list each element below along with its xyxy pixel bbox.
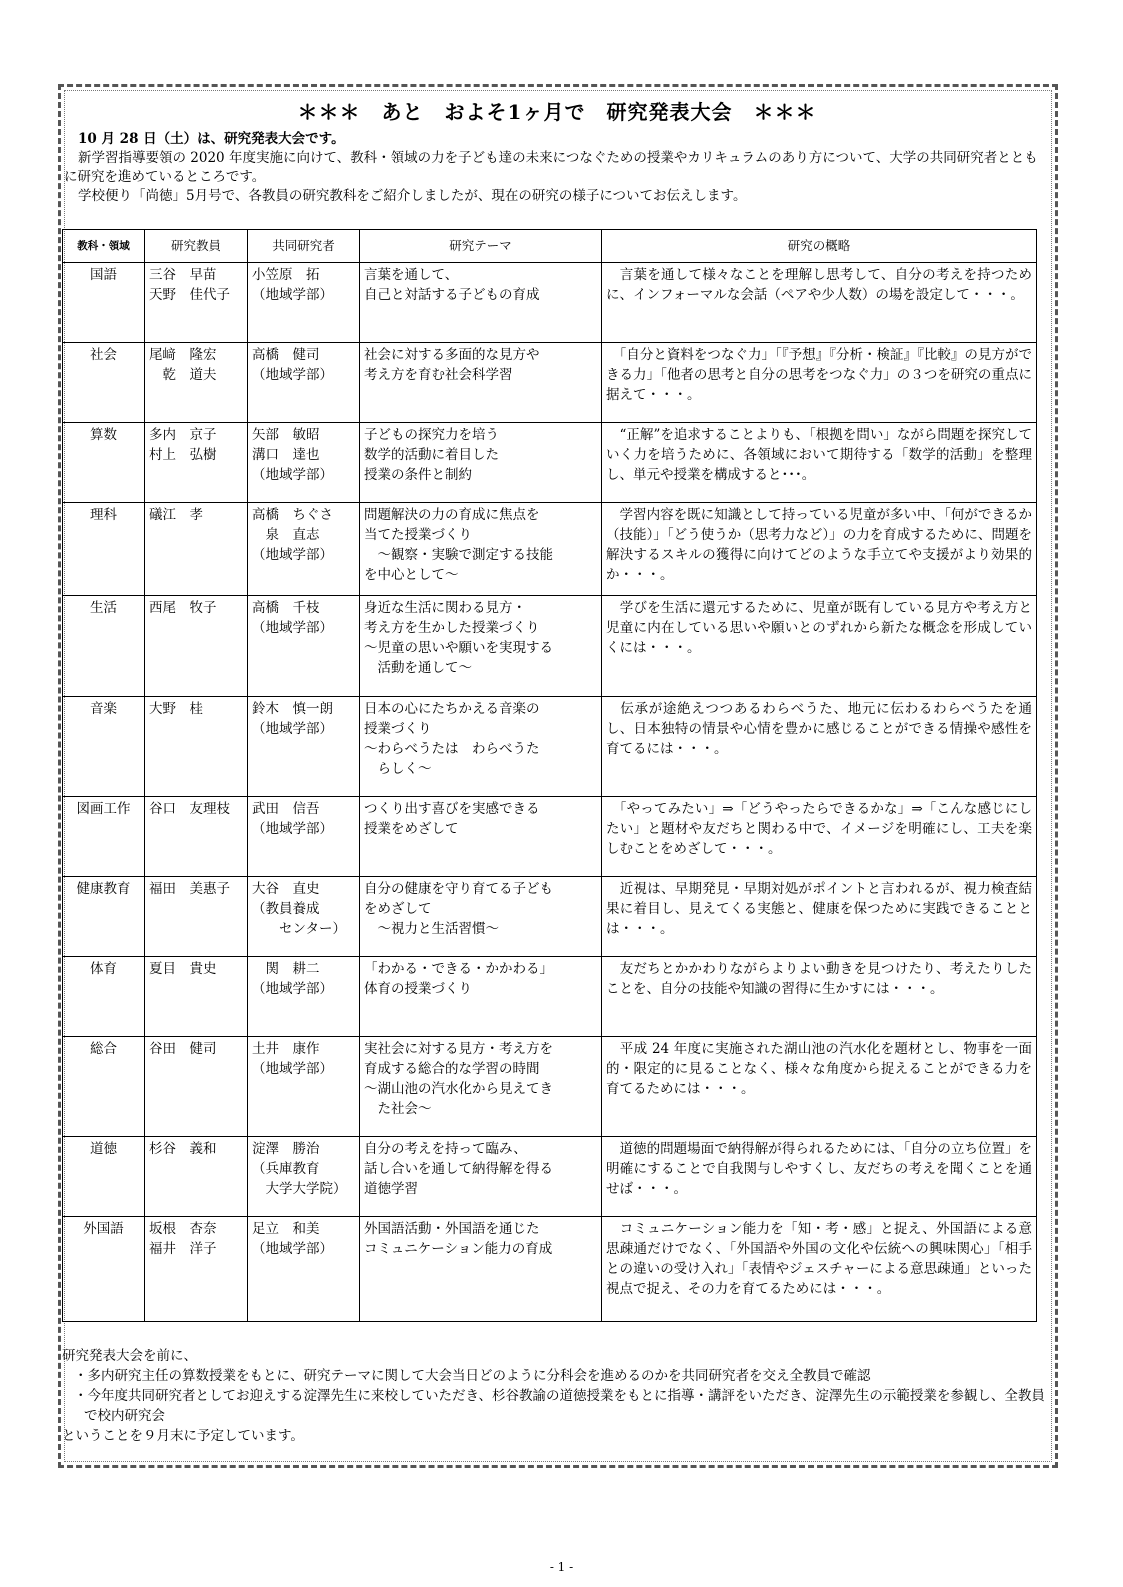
co-researcher-cell: 高橋 健司 （地域学部）: [248, 343, 360, 423]
summary-cell: 「やってみたい」⇒「どうやったらできるかな」⇒「こんな感じにしたい」と題材や友だちと関わる中で、イメージを明確にし、工夫を楽しむことをめざして・・・。: [602, 797, 1037, 877]
summary-cell: コミュニケーション能力を「知・考・感」と捉え、外国語による意思疎通だけでなく、「外国語や外国の文化や伝統への興味関心」「相手との違いの受け入れ」「表情やジェスチャーによる意思疎通」といった視点で捉え、その力を育てるためには・・・。: [602, 1217, 1037, 1322]
teachers-cell: 三谷 早苗 天野 佳代子: [145, 263, 248, 343]
subject-cell: 理科: [63, 503, 145, 596]
intro-date: 10 月 28 日（土）は、研究発表大会です。: [78, 131, 345, 147]
table-row: [63, 263, 1037, 343]
summary-cell: 「自分と資料をつなぐ力」「『予想』『分析・検証』『比較』の見方ができる力」「他者の思考と自分の思考をつなぐ力」の３つを研究の重点に据えて・・・。: [602, 343, 1037, 423]
co-researcher-cell: 武田 信吾 （地域学部）: [248, 797, 360, 877]
theme-cell: 言葉を通して、 自己と対話する子どもの育成: [360, 263, 602, 343]
summary-cell: 近視は、早期発見・早期対処がポイントと言われるが、視力検査結果に着目し、見えてくる実態と、健康を保つために実践できることとは・・・。: [602, 877, 1037, 957]
page-number: - 1 -: [549, 1560, 574, 1574]
co-researcher-cell: 鈴木 慎一朗 （地域学部）: [248, 697, 360, 797]
co-researcher-cell: 土井 康作 （地域学部）: [248, 1037, 360, 1137]
co-researcher-cell: 大谷 直史 （教員養成 センター）: [248, 877, 360, 957]
summary-cell: 平成 24 年度に実施された湖山池の汽水化を題材とし、物事を一面的・限定的に見ることなく、様々な角度から捉えることができる力を育てるためには・・・。: [602, 1037, 1037, 1137]
summary-cell: 伝承が途絶えつつあるわらべうた、地元に伝わるわらべうたを通し、日本独特の情景や心情を豊かに感じることができる情操や感性を育てるには・・・。: [602, 697, 1037, 797]
teachers-cell: 多内 京子 村上 弘樹: [145, 423, 248, 503]
summary-cell: 道徳的問題場面で納得解が得られるためには、「自分の立ち位置」を明確にすることで自我関与しやすくし、友だちの考えを聞くことを通せば・・・。: [602, 1137, 1037, 1217]
closing-line: ということを９月末に予定しています。: [62, 1428, 304, 1444]
co-researcher-cell: 高橋 千枝 （地域学部）: [248, 596, 360, 697]
table-row: [63, 877, 1037, 957]
table-row: [63, 503, 1037, 596]
closing-text: [62, 1346, 1052, 1446]
closing-lead: 研究発表大会を前に、: [62, 1348, 197, 1364]
subject-cell: 外国語: [63, 1217, 145, 1322]
subject-cell: 算数: [63, 423, 145, 503]
teachers-cell: 杉谷 義和: [145, 1137, 248, 1217]
teachers-cell: 坂根 杏奈 福井 洋子: [145, 1217, 248, 1322]
theme-cell: 実社会に対する見方・考え方を 育成する総合的な学習の時間 ～湖山池の汽水化から見えてき た社会～: [360, 1037, 602, 1137]
intro-paragraph: 学校便り「尚徳」5月号で、各教員の研究教科をご紹介しましたが、現在の研究の様子についてお伝えします。: [78, 188, 747, 204]
theme-cell: 自分の健康を守り育てる子ども をめざして ～視力と生活習慣～: [360, 877, 602, 957]
co-researcher-cell: 高橋 ちぐさ 泉 直志 （地域学部）: [248, 503, 360, 596]
theme-cell: 子どもの探究力を培う 数学的活動に着目した 授業の条件と制約: [360, 423, 602, 503]
theme-cell: 日本の心にたちかえる音楽の 授業づくり ～わらべうたは わらべうた らしく～: [360, 697, 602, 797]
subject-cell: 生活: [63, 596, 145, 697]
subject-cell: 健康教育: [63, 877, 145, 957]
table-row: [63, 1137, 1037, 1217]
table-row: [63, 1217, 1037, 1322]
table-row: [63, 957, 1037, 1037]
table-row: [63, 423, 1037, 503]
subject-cell: 総合: [63, 1037, 145, 1137]
research-table: [62, 229, 1037, 1322]
theme-cell: 外国語活動・外国語を通じた コミュニケーション能力の育成: [360, 1217, 602, 1322]
intro-text: [64, 130, 1044, 206]
theme-cell: 自分の考えを持って臨み、 話し合いを通して納得解を得る 道徳学習: [360, 1137, 602, 1217]
table-row: [63, 697, 1037, 797]
table-row: [63, 596, 1037, 697]
teachers-cell: 礒江 孝: [145, 503, 248, 596]
co-researcher-cell: 小笠原 拓 （地域学部）: [248, 263, 360, 343]
teachers-cell: 夏目 貴史: [145, 957, 248, 1037]
header-teachers: 研究教員: [145, 230, 248, 263]
subject-cell: 体育: [63, 957, 145, 1037]
page-title: ＊＊＊ あと およそ1ヶ月で 研究発表大会 ＊＊＊: [297, 100, 817, 124]
closing-bullet: ・多内研究主任の算数授業をもとに、研究テーマに関して大会当日どのように分科会を進めるのかを共同研究者を交え全教員で確認: [74, 1368, 871, 1384]
header-summary: 研究の概略: [602, 230, 1037, 263]
header-co-researchers: 共同研究者: [248, 230, 360, 263]
subject-cell: 図画工作: [63, 797, 145, 877]
teachers-cell: 谷田 健司: [145, 1037, 248, 1137]
subject-cell: 国語: [63, 263, 145, 343]
summary-cell: 友だちとかかわりながらよりよい動きを見つけたり、考えたりしたことを、自分の技能や知識の習得に生かすには・・・。: [602, 957, 1037, 1037]
intro-paragraph: 新学習指導要領の 2020 年度実施に向けて、教科・領域の力を子ども達の未来につなぐための授業やカリキュラムのあり方について、大学の共同研究者とともに研究を進めているところです。: [64, 150, 1038, 185]
subject-cell: 道徳: [63, 1137, 145, 1217]
header-subject: 教科・領域: [63, 230, 145, 263]
summary-cell: “正解”を追求することよりも、「根拠を問い」ながら問題を探究していく力を培うために、各領域において期待する「数学的活動」を整理し、単元や授業を構成すると･･･。: [602, 423, 1037, 503]
closing-bullet: ・今年度共同研究者としてお迎えする淀澤先生に来校していただき、杉谷教諭の道徳授業をもとに指導・講評をいただき、淀澤先生の示範授業を参観し、全教員で校内研究会: [74, 1388, 1045, 1424]
subject-cell: 社会: [63, 343, 145, 423]
summary-cell: 学びを生活に還元するために、児童が既有している見方や考え方と児童に内在している思いや願いとのずれから新たな概念を形成していくには・・・。: [602, 596, 1037, 697]
teachers-cell: 尾﨑 隆宏 乾 道夫: [145, 343, 248, 423]
summary-cell: 学習内容を既に知識として持っている児童が多い中、「何ができるか（技能）」「どう使うか（思考力など）」の力を育成するために、問題を解決するスキルの獲得に向けてどのような手立てや支援がより効果的か・・・。: [602, 503, 1037, 596]
theme-cell: つくり出す喜びを実感できる 授業をめざして: [360, 797, 602, 877]
summary-cell: 言葉を通して様々なことを理解し思考して、自分の考えを持つために、インフォーマルな会話（ペアや少人数）の場を設定して・・・。: [602, 263, 1037, 343]
subject-cell: 音楽: [63, 697, 145, 797]
teachers-cell: 大野 桂: [145, 697, 248, 797]
co-researcher-cell: 淀澤 勝治 （兵庫教育 大学大学院）: [248, 1137, 360, 1217]
table-row: [63, 343, 1037, 423]
co-researcher-cell: 足立 和美 （地域学部）: [248, 1217, 360, 1322]
header-theme: 研究テーマ: [360, 230, 602, 263]
theme-cell: 社会に対する多面的な見方や 考え方を育む社会科学習: [360, 343, 602, 423]
theme-cell: 身近な生活に関わる見方・ 考え方を生かした授業づくり ～児童の思いや願いを実現する 活動を通して～: [360, 596, 602, 697]
teachers-cell: 福田 美惠子: [145, 877, 248, 957]
theme-cell: 問題解決の力の育成に焦点を 当てた授業づくり ～観察・実験で測定する技能 を中心として～: [360, 503, 602, 596]
co-researcher-cell: 関 耕二 （地域学部）: [248, 957, 360, 1037]
table-row: [63, 797, 1037, 877]
teachers-cell: 谷口 友理枝: [145, 797, 248, 877]
table-row: [63, 1037, 1037, 1137]
theme-cell: 「わかる・できる・かかわる」 体育の授業づくり: [360, 957, 602, 1037]
table-header-row: [63, 230, 1037, 263]
teachers-cell: 西尾 牧子: [145, 596, 248, 697]
co-researcher-cell: 矢部 敏昭 溝口 達也 （地域学部）: [248, 423, 360, 503]
